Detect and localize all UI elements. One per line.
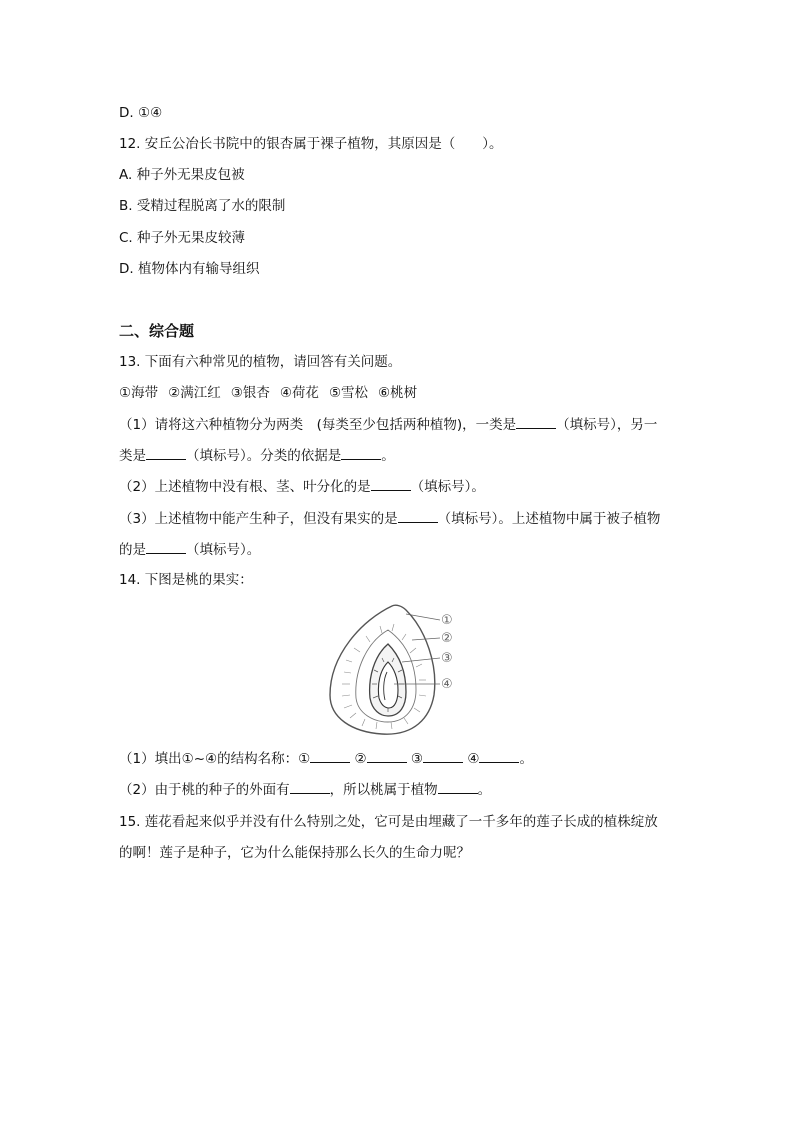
plant-item: ④荷花 — [279, 385, 319, 401]
q13-p3-text: （3）上述植物中能产生种子，但没有果实的是 — [119, 511, 398, 527]
q14-p2-text: （2）由于桃的种子的外面有 — [119, 782, 290, 798]
q14-p1-num: ③ — [410, 751, 424, 767]
answer-blank[interactable] — [146, 539, 186, 554]
answer-blank[interactable] — [310, 748, 350, 763]
q13-part3-line2 — [119, 539, 260, 560]
q13-stem: 13. 下面有六种常见的植物，请回答有关问题。 — [119, 354, 402, 370]
q13-p3-text: 的是 — [119, 542, 146, 558]
q14-p1-text: 。 — [519, 751, 533, 767]
peach-fruit-diagram — [322, 600, 472, 740]
q12-option-b: B. 受精过程脱离了水的限制 — [119, 198, 286, 214]
q13-p1-text: 。 — [381, 448, 395, 464]
q13-part2 — [119, 476, 485, 497]
answer-blank[interactable] — [398, 508, 438, 523]
q14-p1-num: ② — [354, 751, 367, 767]
q11-option-d: D. ①④ — [119, 105, 163, 121]
figure-label-3: ③ — [441, 651, 453, 666]
figure-label-4: ④ — [441, 677, 453, 692]
q13-part3-line1 — [119, 508, 660, 529]
q14-stem: 14. 下图是桃的果实： — [119, 572, 253, 588]
q12-stem: 12. 安丘公冶长书院中的银杏属于裸子植物，其原因是（ ）。 — [119, 136, 503, 152]
q13-plant-list — [119, 383, 427, 403]
plant-item: ⑤雪松 — [328, 385, 369, 401]
answer-blank[interactable] — [423, 748, 463, 763]
section-heading: 二、综合题 — [119, 322, 195, 340]
q13-p3-text: （填标号）。上述植物中属于被子植物 — [437, 511, 661, 527]
leader-line-1 — [406, 614, 440, 620]
q12-option-d: D. 植物体内有输导组织 — [119, 261, 260, 277]
q13-part1-line1 — [119, 414, 657, 435]
q13-p2-text: （2）上述植物中没有根、茎、叶分化的是 — [119, 479, 371, 495]
leader-line-3 — [402, 658, 440, 662]
answer-blank[interactable] — [479, 748, 519, 763]
q13-part1-line2 — [119, 445, 395, 466]
q15-line2: 的啊！莲子是种子，它为什么能保持那么长久的生命力呢？ — [119, 845, 470, 861]
answer-blank[interactable] — [146, 445, 186, 460]
q14-p2-text: 。 — [477, 782, 492, 798]
q14-p2-text: ，所以桃属于植物 — [329, 782, 438, 798]
plant-item: ③银杏 — [230, 385, 270, 401]
q13-p1-text: （填标号），另一 — [556, 417, 658, 433]
answer-blank[interactable] — [367, 748, 407, 763]
answer-blank[interactable] — [290, 779, 330, 794]
plant-item: ②满江红 — [168, 385, 221, 401]
q14-part2 — [119, 779, 491, 800]
q13-p1-text: 类是 — [119, 448, 146, 464]
q13-p2-text: （填标号）。 — [410, 479, 485, 495]
answer-blank[interactable] — [438, 779, 478, 794]
answer-blank[interactable] — [341, 445, 381, 460]
q12-option-c: C. 种子外无果皮较薄 — [119, 230, 246, 246]
answer-blank[interactable] — [371, 476, 411, 491]
plant-item: ⑥桃树 — [378, 385, 418, 401]
q13-p1-text: （填标号）。分类的依据是 — [186, 448, 342, 464]
q14-p1-num: ④ — [467, 751, 480, 767]
q14-part1 — [119, 748, 533, 769]
plant-item: ①海带 — [119, 385, 159, 401]
q15-line1: 15. 莲花看起来似乎并没有什么特别之处，它可是由埋藏了一千多年的莲子长成的植株绽放 — [119, 814, 658, 830]
figure-label-2: ② — [441, 631, 453, 646]
q12-option-a: A. 种子外无果皮包被 — [119, 167, 245, 183]
q13-p3-text: （填标号）。 — [186, 542, 261, 558]
q14-p1-text: （1）填出①~④的结构名称：① — [119, 751, 311, 767]
figure-label-1: ① — [441, 613, 453, 628]
q13-p1-text: （1）请将这六种植物分为两类 (每类至少包括两种植物)，一类是 — [119, 417, 517, 433]
answer-blank[interactable] — [516, 414, 556, 429]
